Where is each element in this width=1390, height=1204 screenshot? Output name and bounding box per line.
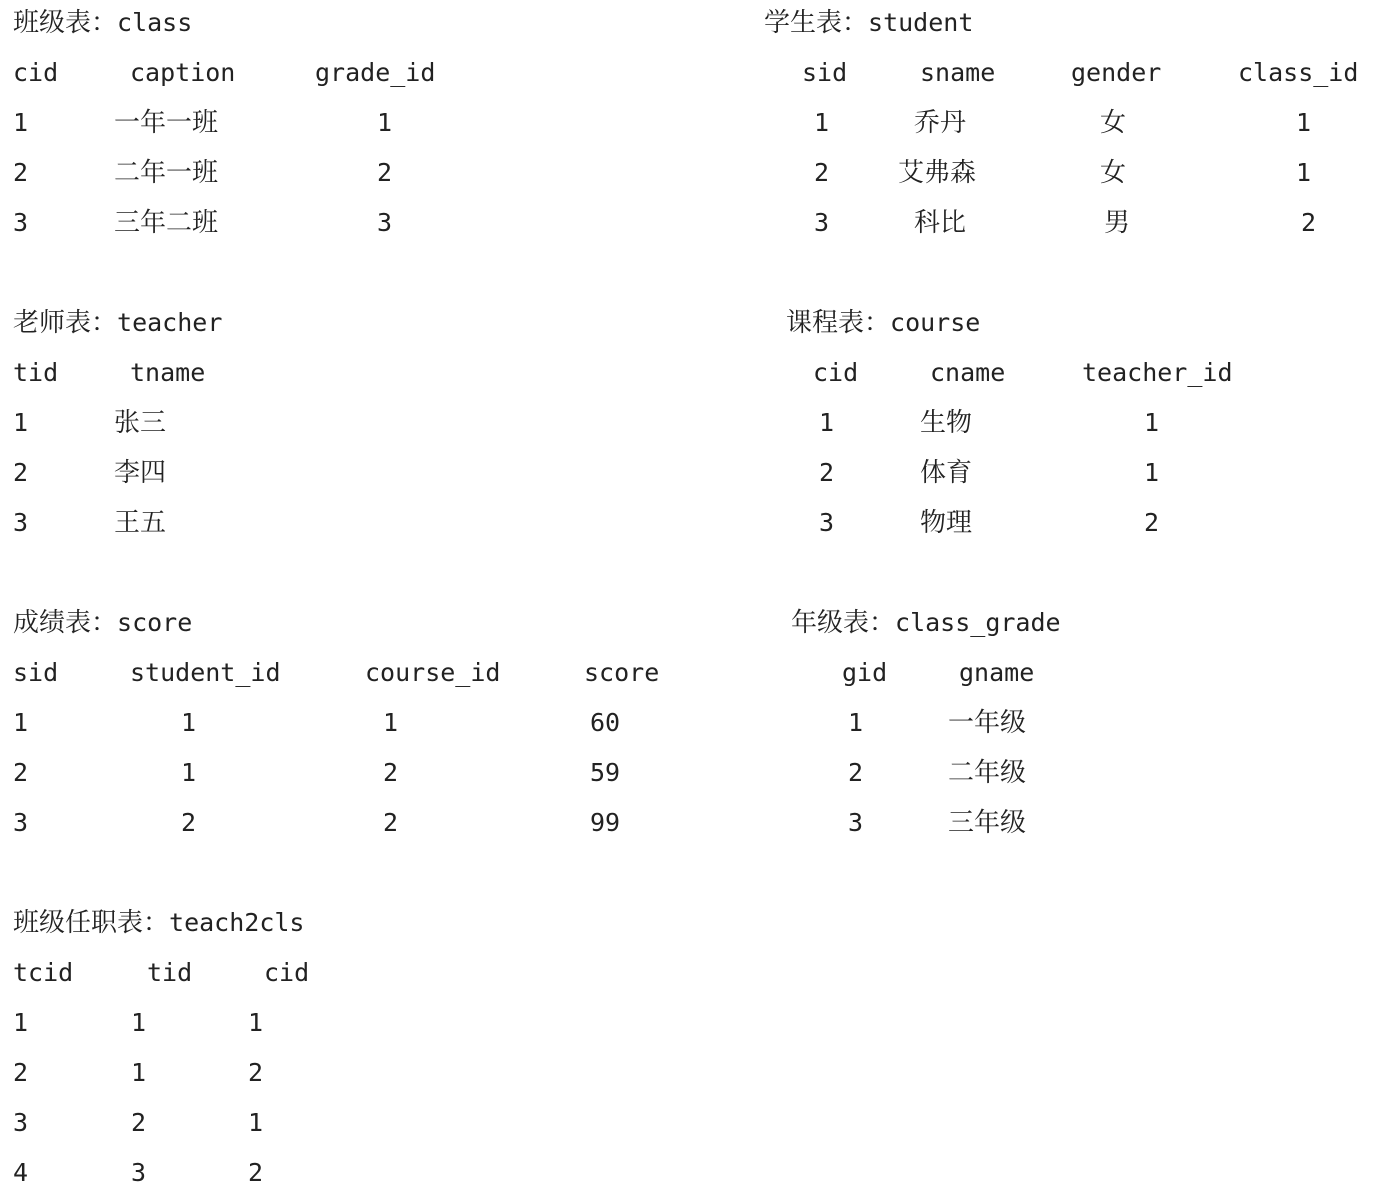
table-cell: 3	[13, 508, 29, 537]
table-cell: 2	[13, 758, 29, 787]
column-header: teacher_id	[1082, 358, 1233, 387]
table-title-en: class	[117, 8, 193, 37]
table-cell: 3	[377, 208, 393, 237]
table-title	[791, 608, 1061, 638]
column-header: gname	[959, 658, 1035, 687]
table-title-en: class_grade	[895, 608, 1061, 637]
table-cell: 李四	[114, 458, 167, 488]
table-cell: 物理	[920, 508, 973, 538]
table-cell: 3	[819, 508, 835, 537]
column-header: tcid	[13, 958, 74, 987]
table-cell: 1	[181, 758, 197, 787]
table-title-cn: 班级任职表：	[13, 908, 170, 938]
table-cell: 3	[13, 208, 29, 237]
table-cell: 女	[1100, 108, 1127, 138]
column-header: cname	[930, 358, 1006, 387]
table-cell: 2	[1144, 508, 1160, 537]
table-cell: 1	[13, 408, 29, 437]
table-cell: 1	[1144, 408, 1160, 437]
table-cell: 2	[131, 1108, 147, 1137]
table-title-en: teacher	[117, 308, 223, 337]
table-cell: 二年一班	[114, 158, 219, 188]
table-cell: 60	[590, 708, 621, 737]
table-cell: 59	[590, 758, 621, 787]
table-cell: 1	[13, 1008, 29, 1037]
column-header: class_id	[1238, 58, 1359, 87]
table-title	[764, 8, 973, 38]
table-cell: 1	[248, 1008, 264, 1037]
table-cell: 2	[248, 1158, 264, 1187]
table-cell: 1	[131, 1058, 147, 1087]
column-header: course_id	[365, 658, 501, 687]
column-header: sid	[13, 658, 59, 687]
table-cell: 1	[248, 1108, 264, 1137]
table-cell: 一年级	[948, 708, 1027, 738]
column-header: gid	[842, 658, 888, 687]
table-cell: 1	[1296, 108, 1312, 137]
table-title-cn: 老师表：	[13, 308, 118, 338]
table-cell: 2	[1301, 208, 1317, 237]
table-cell: 1	[131, 1008, 147, 1037]
table-cell: 2	[383, 758, 399, 787]
table-cell: 女	[1100, 158, 1127, 188]
table-title-cn: 班级表：	[13, 8, 118, 38]
table-title-en: student	[868, 8, 974, 37]
table-cell: 艾弗森	[898, 158, 977, 188]
column-header: cid	[813, 358, 859, 387]
column-header: sid	[802, 58, 848, 87]
table-cell: 2	[13, 458, 29, 487]
table-cell: 科比	[914, 208, 967, 238]
column-header: tname	[130, 358, 206, 387]
table-cell: 2	[848, 758, 864, 787]
table-cell: 3	[131, 1158, 147, 1187]
column-header: cid	[13, 58, 59, 87]
table-cell: 3	[814, 208, 830, 237]
table-cell: 张三	[114, 408, 167, 438]
table-cell: 2	[13, 158, 29, 187]
column-header: tid	[147, 958, 193, 987]
column-header: student_id	[130, 658, 281, 687]
table-cell: 4	[13, 1158, 29, 1187]
table-title-en: teach2cls	[169, 908, 305, 937]
table-cell: 一年一班	[114, 108, 219, 138]
table-cell: 1	[814, 108, 830, 137]
table-title-en: course	[890, 308, 981, 337]
table-cell: 99	[590, 808, 621, 837]
table-cell: 三年二班	[114, 208, 219, 238]
table-cell: 1	[383, 708, 399, 737]
table-title-cn: 学生表：	[764, 8, 869, 38]
table-cell: 二年级	[948, 758, 1027, 788]
column-header: gender	[1071, 58, 1162, 87]
table-cell: 3	[13, 1108, 29, 1137]
table-cell: 三年级	[948, 808, 1027, 838]
column-header: sname	[920, 58, 996, 87]
table-cell: 3	[13, 808, 29, 837]
column-header: grade_id	[315, 58, 436, 87]
table-title-en: score	[117, 608, 193, 637]
table-cell: 3	[848, 808, 864, 837]
column-header: score	[584, 658, 660, 687]
table-title-cn: 成绩表：	[13, 608, 118, 638]
column-header: cid	[264, 958, 310, 987]
table-title-cn: 课程表：	[786, 308, 891, 338]
table-title	[786, 308, 980, 338]
table-cell: 2	[248, 1058, 264, 1087]
table-cell: 2	[181, 808, 197, 837]
table-cell: 1	[13, 108, 29, 137]
table-cell: 1	[181, 708, 197, 737]
table-cell: 体育	[920, 458, 973, 488]
table-title	[13, 908, 304, 938]
table-title	[13, 608, 192, 638]
table-cell: 1	[819, 408, 835, 437]
table-title	[13, 308, 222, 338]
table-cell: 2	[377, 158, 393, 187]
table-cell: 1	[377, 108, 393, 137]
table-cell: 2	[814, 158, 830, 187]
table-cell: 王五	[114, 508, 167, 538]
table-cell: 2	[819, 458, 835, 487]
table-cell: 男	[1104, 208, 1131, 238]
column-header: caption	[130, 58, 236, 87]
table-cell: 2	[13, 1058, 29, 1087]
table-cell: 1	[848, 708, 864, 737]
column-header: tid	[13, 358, 59, 387]
table-cell: 乔丹	[914, 108, 967, 138]
table-cell: 2	[383, 808, 399, 837]
table-cell: 1	[13, 708, 29, 737]
table-cell: 1	[1296, 158, 1312, 187]
table-title	[13, 8, 192, 38]
table-cell: 生物	[920, 408, 973, 438]
table-cell: 1	[1144, 458, 1160, 487]
table-title-cn: 年级表：	[791, 608, 896, 638]
